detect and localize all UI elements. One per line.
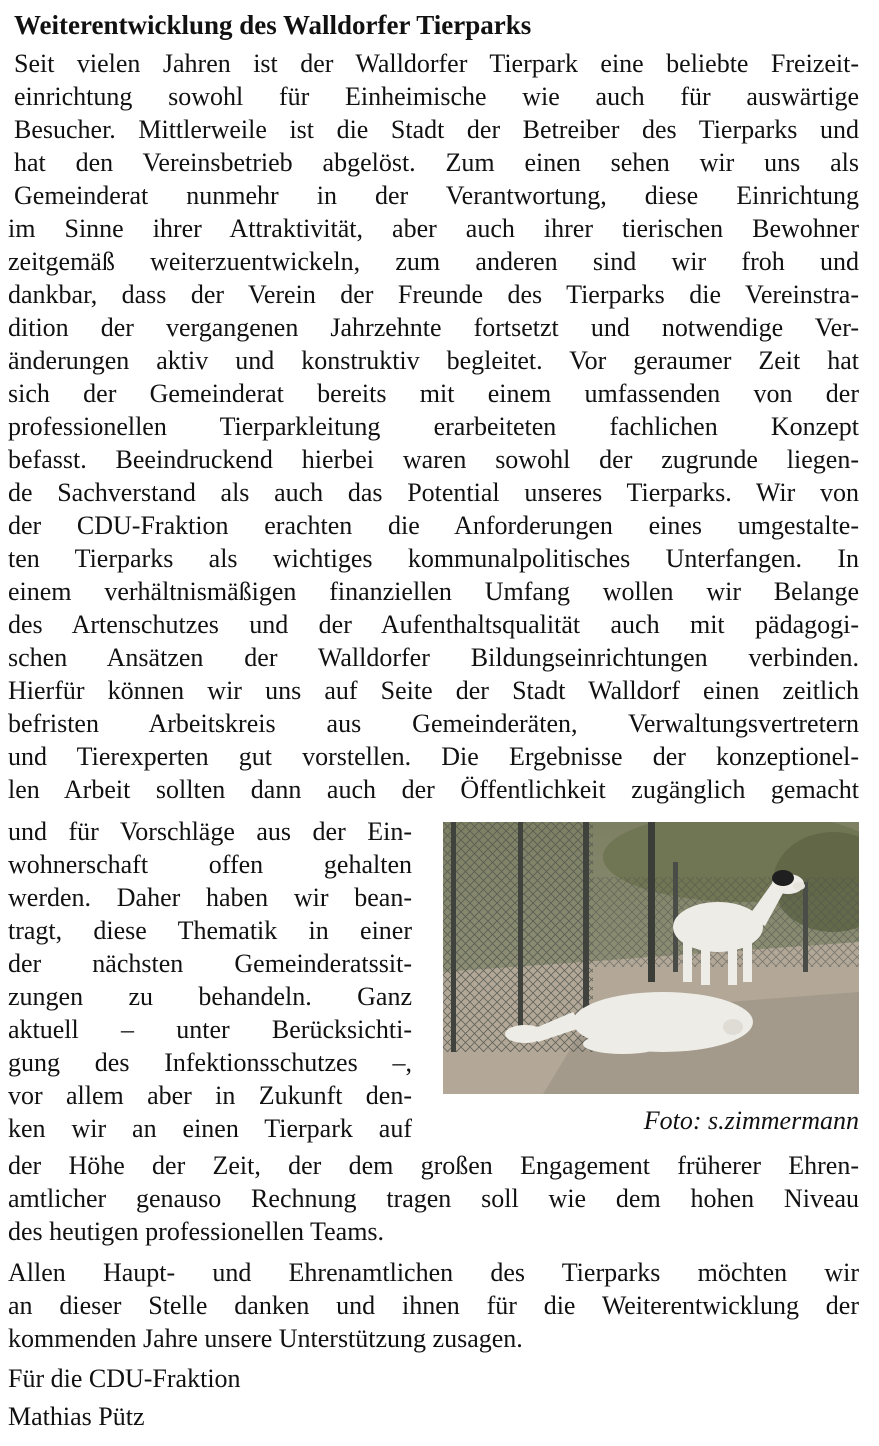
body-line: professionellen Tierparkleitung erarbeiteten fachlichen Konzept xyxy=(8,412,859,441)
body-line: vor allem aber in Zukunft den- xyxy=(8,1081,412,1110)
author-name: Mathias Pütz xyxy=(8,1402,145,1431)
body-line: hat den Vereinsbetrieb abgelöst. Zum einen sehen wir uns als xyxy=(14,148,859,177)
body-line: schen Ansätzen der Walldorfer Bildungseinrichtungen verbinden. xyxy=(8,643,859,672)
body-line: der CDU-Fraktion erachten die Anforderungen eines umgestalte- xyxy=(8,511,859,540)
body-line: der Höhe der Zeit, der dem großen Engagement früherer Ehren- xyxy=(8,1151,859,1180)
llama-photo xyxy=(443,822,859,1094)
body-line: und für Vorschläge aus der Ein- xyxy=(8,817,412,846)
body-line: Hierfür können wir uns auf Seite der Stadt Walldorf einen zeitlich xyxy=(8,676,859,705)
body-line: zeitgemäß weiterzuentwickeln, zum anderen sind wir froh und xyxy=(8,247,859,276)
body-line: befristen Arbeitskreis aus Gemeinderäten, Verwaltungsvertretern xyxy=(8,709,859,738)
body-line: der nächsten Gemeinderatssit- xyxy=(8,949,412,978)
body-line: einem verhältnismäßigen finanziellen Umfang wollen wir Belange xyxy=(8,577,859,606)
body-line: werden. Daher haben wir bean- xyxy=(8,883,412,912)
body-line: ten Tierparks als wichtiges kommunalpolitisches Unterfangen. In xyxy=(8,544,859,573)
body-line: de Sachverstand als auch das Potential unseres Tierparks. Wir von xyxy=(8,478,859,507)
body-line: und Tierexperten gut vorstellen. Die Ergebnisse der konzeptionel- xyxy=(8,742,859,771)
body-line: einrichtung sowohl für Einheimische wie auch für auswärtige xyxy=(14,82,859,111)
body-line: im Sinne ihrer Attraktivität, aber auch ihrer tierischen Bewohner xyxy=(8,214,859,243)
llama-photo-illustration xyxy=(443,822,859,1094)
article-title: Weiterentwicklung des Walldorfer Tierparks xyxy=(14,10,532,40)
body-line: Gemeinderat nunmehr in der Verantwortung, diese Einrichtung xyxy=(14,181,859,210)
body-line: amtlicher genauso Rechnung tragen soll wie dem hohen Niveau xyxy=(8,1184,859,1213)
body-line: gung des Infektionsschutzes –, xyxy=(8,1048,412,1077)
photo-caption: Foto: s.zimmermann xyxy=(643,1106,859,1135)
body-line: zungen zu behandeln. Ganz xyxy=(8,982,412,1011)
body-line: ken wir an einen Tierpark auf xyxy=(8,1114,412,1143)
body-line: kommenden Jahre unsere Unterstützung zusagen. xyxy=(8,1324,523,1353)
body-line: Seit vielen Jahren ist der Walldorfer Tierpark eine beliebte Freizeit- xyxy=(14,49,859,78)
body-line: sich der Gemeinderat bereits mit einem umfassenden von der xyxy=(8,379,859,408)
body-line: des Artenschutzes und der Aufenthaltsqualität auch mit pädagogi- xyxy=(8,610,859,639)
body-line: len Arbeit sollten dann auch der Öffentlichkeit zugänglich gemacht xyxy=(8,775,859,804)
body-line: des heutigen professionellen Teams. xyxy=(8,1217,385,1246)
body-line: Besucher. Mittlerweile ist die Stadt der Betreiber des Tierparks und xyxy=(14,115,859,144)
signoff: Für die CDU-Fraktion xyxy=(8,1364,241,1393)
body-line: änderungen aktiv und konstruktiv begleitet. Vor geraumer Zeit hat xyxy=(8,346,859,375)
body-line: befasst. Beeindruckend hierbei waren sowohl der zugrunde liegen- xyxy=(8,445,859,474)
body-line: dankbar, dass der Verein der Freunde des Tierparks die Vereinstra- xyxy=(8,280,859,309)
body-line: wohnerschaft offen gehalten xyxy=(8,850,412,879)
body-line: an dieser Stelle danken und ihnen für die Weiterentwicklung der xyxy=(8,1291,859,1320)
body-line: tragt, diese Thematik in einer xyxy=(8,916,412,945)
body-line: Allen Haupt- und Ehrenamtlichen des Tierparks möchten wir xyxy=(8,1258,859,1287)
body-line: aktuell – unter Berücksichti- xyxy=(8,1015,412,1044)
body-line: dition der vergangenen Jahrzehnte fortsetzt und notwendige Ver- xyxy=(8,313,859,342)
